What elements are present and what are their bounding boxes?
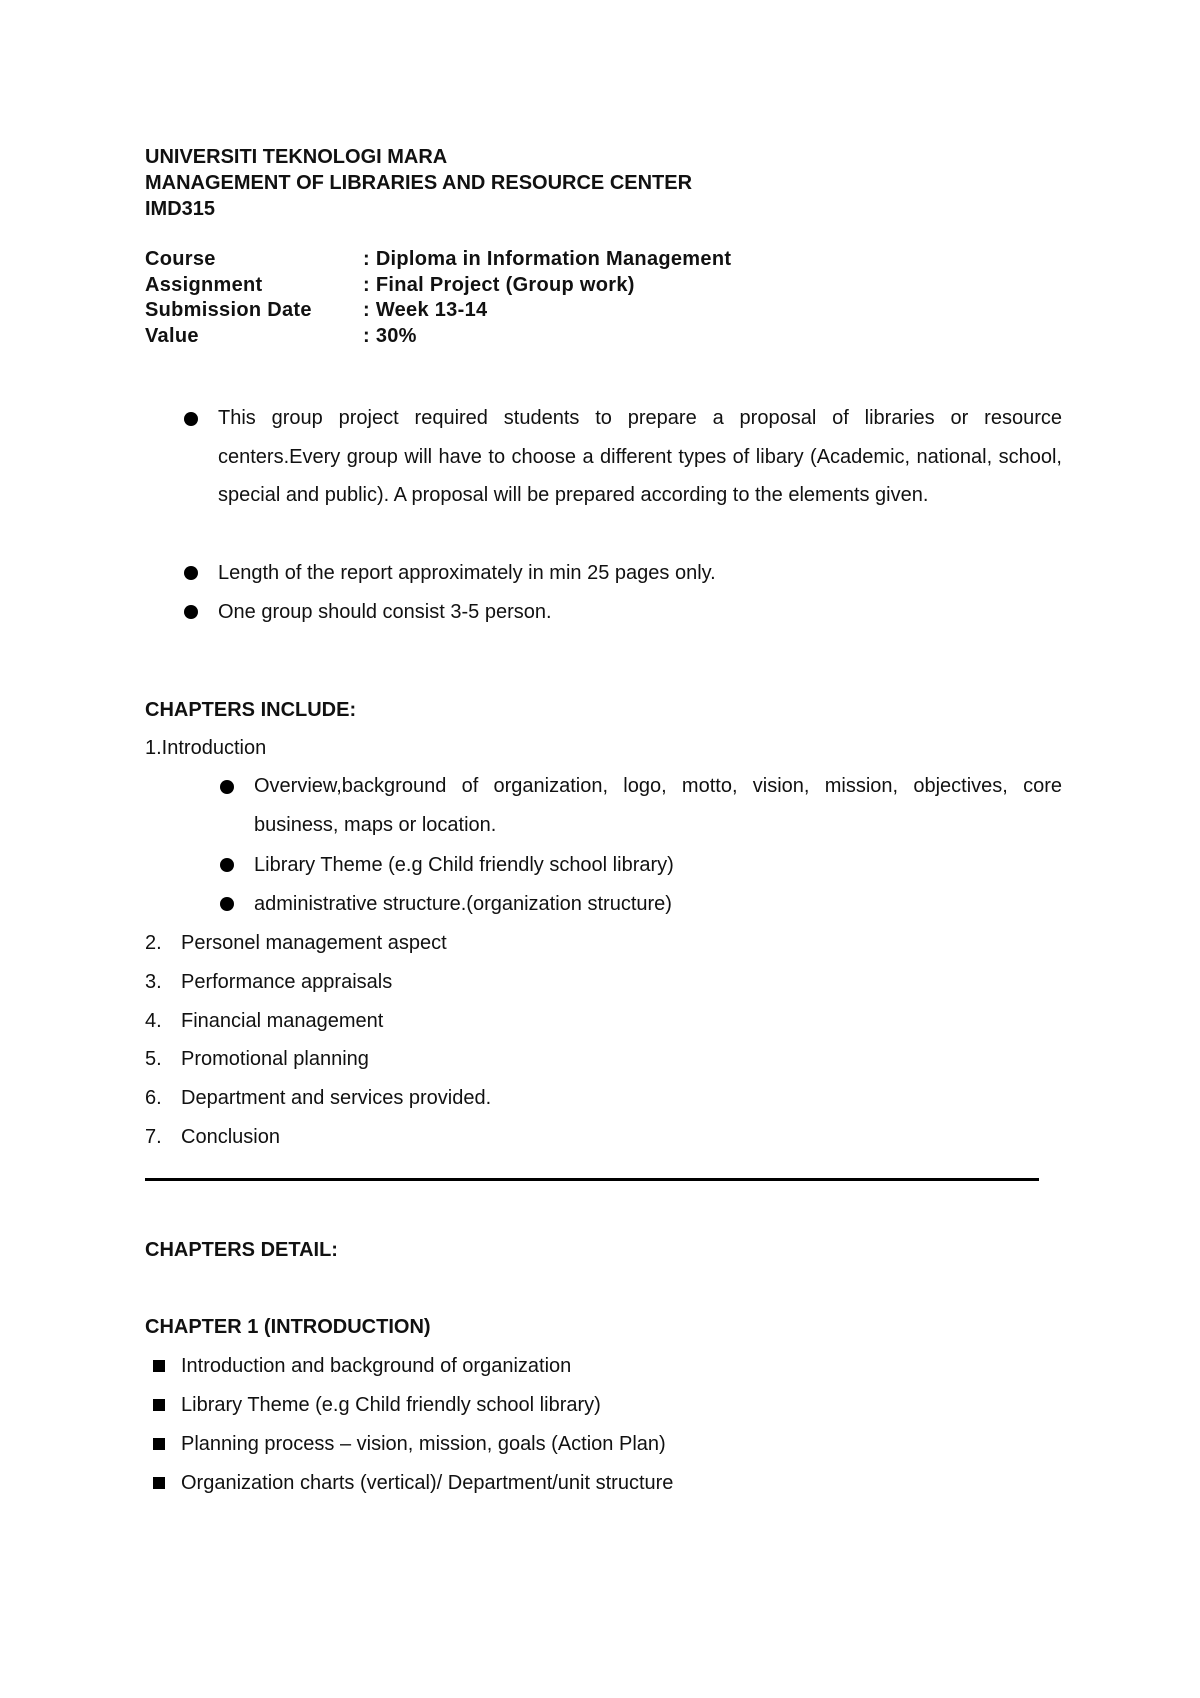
- chapter-item-text: Financial management: [181, 1010, 384, 1032]
- meta-label: Submission Date: [145, 299, 312, 321]
- chapter-item-introduction: 1.Introduction: [145, 737, 267, 759]
- chapter-item-number: 3.: [145, 971, 162, 993]
- chapter-item-number: 7.: [145, 1126, 162, 1148]
- meta-value: : Diploma in Information Management: [363, 248, 732, 270]
- section-divider: [145, 1178, 1039, 1181]
- bullet-square-icon: [153, 1438, 165, 1450]
- chapter-item-text: Performance appraisals: [181, 971, 393, 993]
- intro-bullet-length: Length of the report approximately in min 25 pages only.: [218, 562, 716, 584]
- meta-label: Assignment: [145, 274, 263, 296]
- bullet-square-icon: [153, 1399, 165, 1411]
- chapter-item-text: Personel management aspect: [181, 932, 447, 954]
- intro-subitem-overview: Overview,background of organization, logo, motto, vision, mission, objectives, core business, maps or location.: [254, 775, 1062, 836]
- bullet-dot-icon: [184, 412, 198, 426]
- course-title: MANAGEMENT OF LIBRARIES AND RESOURCE CENTER: [145, 172, 693, 194]
- course-code: IMD315: [145, 198, 216, 220]
- intro-bullet-project: This group project required students to prepare a proposal of libraries or resource centers.Every group will have to choose a different types of libary (Academic, national, school, special and public). A proposal will be prepared according to the elements given.: [218, 407, 1062, 507]
- intro-subitem-theme: Library Theme (e.g Child friendly school library): [254, 854, 674, 876]
- bullet-square-icon: [153, 1360, 165, 1372]
- chapter-item-number: 5.: [145, 1048, 162, 1070]
- bullet-dot-icon: [184, 605, 198, 619]
- chapter1-item: Organization charts (vertical)/ Department/unit structure: [181, 1472, 674, 1494]
- meta-value: : Week 13-14: [363, 299, 488, 321]
- meta-label: Course: [145, 248, 216, 270]
- bullet-dot-icon: [220, 780, 234, 794]
- bullet-dot-icon: [220, 897, 234, 911]
- meta-value: : Final Project (Group work): [363, 274, 635, 296]
- chapter-item-number: 4.: [145, 1010, 162, 1032]
- chapter-item-text: Conclusion: [181, 1126, 280, 1148]
- chapter-item-number: 6.: [145, 1087, 162, 1109]
- intro-bullet-group: One group should consist 3-5 person.: [218, 601, 552, 623]
- chapter-item-number: 2.: [145, 932, 162, 954]
- university-name: UNIVERSITI TEKNOLOGI MARA: [145, 146, 448, 168]
- bullet-dot-icon: [184, 566, 198, 580]
- bullet-square-icon: [153, 1477, 165, 1489]
- meta-label: Value: [145, 325, 199, 347]
- chapters-include-heading: CHAPTERS INCLUDE:: [145, 699, 357, 721]
- chapter1-item: Library Theme (e.g Child friendly school library): [181, 1394, 601, 1416]
- chapter-item-text: Department and services provided.: [181, 1087, 492, 1109]
- meta-value: : 30%: [363, 325, 417, 347]
- chapter1-item: Planning process – vision, mission, goals (Action Plan): [181, 1433, 666, 1455]
- chapter1-item: Introduction and background of organization: [181, 1355, 572, 1377]
- intro-subitem-admin-structure: administrative structure.(organization structure): [254, 893, 672, 915]
- chapters-detail-heading: CHAPTERS DETAIL:: [145, 1239, 338, 1261]
- chapter-item-text: Promotional planning: [181, 1048, 369, 1070]
- bullet-dot-icon: [220, 858, 234, 872]
- chapter1-heading: CHAPTER 1 (INTRODUCTION): [145, 1316, 431, 1338]
